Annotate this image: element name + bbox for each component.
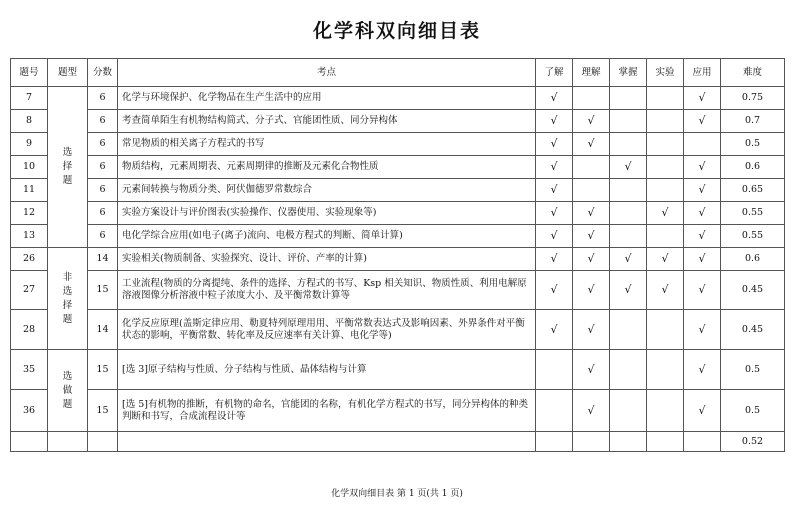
score-cell: 6 — [88, 156, 118, 179]
question-type-char: 选 — [62, 285, 73, 297]
table-row — [11, 110, 785, 133]
question-number: 12 — [11, 202, 48, 225]
check-cell: √ — [647, 271, 684, 310]
score-cell: 6 — [88, 179, 118, 202]
score-cell: 14 — [88, 310, 118, 350]
check-cell: √ — [684, 225, 721, 248]
check-cell — [610, 390, 647, 432]
content-cell: 常见物质的相关离子方程式的书写 — [118, 133, 536, 156]
check-cell: √ — [536, 271, 573, 310]
check-cell: √ — [647, 248, 684, 271]
question-type-cell — [48, 350, 88, 432]
difficulty-cell: 0.6 — [721, 156, 785, 179]
check-cell — [573, 179, 610, 202]
table-row — [11, 179, 785, 202]
question-type-char: 题 — [62, 175, 73, 186]
check-cell: √ — [536, 310, 573, 350]
check-cell — [610, 310, 647, 350]
table-row — [11, 310, 785, 350]
empty-cell — [88, 432, 118, 452]
content-cell: 物质结构，元素周期表、元素周期律的推断及元素化合物性质 — [118, 156, 536, 179]
table-row — [11, 350, 785, 390]
header-content: 考点 — [118, 59, 536, 87]
check-cell — [610, 225, 647, 248]
header-apply: 应用 — [684, 59, 721, 87]
difficulty-cell: 0.5 — [721, 133, 785, 156]
check-cell: √ — [536, 202, 573, 225]
check-cell — [610, 110, 647, 133]
question-number: 36 — [11, 390, 48, 432]
check-cell: √ — [536, 225, 573, 248]
check-cell — [610, 179, 647, 202]
question-type-char: 做 — [62, 384, 73, 396]
header-score: 分数 — [88, 59, 118, 87]
check-cell: √ — [610, 248, 647, 271]
question-type-char: 选 — [62, 147, 73, 158]
question-number: 28 — [11, 310, 48, 350]
total-row — [11, 432, 785, 452]
check-cell: √ — [573, 271, 610, 310]
table-row — [11, 133, 785, 156]
content-cell: [选 3]原子结构与性质、分子结构与性质、晶体结构与计算 — [118, 350, 536, 390]
check-cell — [647, 110, 684, 133]
question-type-cell — [48, 87, 88, 248]
table-row — [11, 202, 785, 225]
score-cell: 6 — [88, 202, 118, 225]
check-cell: √ — [536, 133, 573, 156]
content-cell: 考查简单陌生有机物结构简式、分子式、官能团性质、同分异构体 — [118, 110, 536, 133]
content-cell: 工业流程(物质的分离提纯、条件的选择、方程式的书写、Ksp 相关知识、物质性质、利用电解原溶液图像分析溶液中粒子浓度大小、及平衡常数计算等 — [118, 271, 536, 310]
check-cell — [647, 133, 684, 156]
empty-cell — [684, 432, 721, 452]
check-cell: √ — [573, 133, 610, 156]
question-number: 8 — [11, 110, 48, 133]
check-cell — [610, 202, 647, 225]
question-number: 35 — [11, 350, 48, 390]
check-cell — [647, 179, 684, 202]
check-cell: √ — [684, 202, 721, 225]
empty-cell — [118, 432, 536, 452]
check-cell: √ — [647, 202, 684, 225]
score-cell: 15 — [88, 271, 118, 310]
empty-cell — [48, 432, 88, 452]
check-cell — [647, 390, 684, 432]
question-number: 26 — [11, 248, 48, 271]
check-cell — [610, 133, 647, 156]
content-cell: 元素间转换与物质分类、阿伏伽德罗常数综合 — [118, 179, 536, 202]
table-row — [11, 225, 785, 248]
content-cell: 实验方案设计与评价图表(实验操作、仪器使用、实验现象等) — [118, 202, 536, 225]
check-cell: √ — [573, 390, 610, 432]
header-master: 掌握 — [610, 59, 647, 87]
check-cell: √ — [573, 248, 610, 271]
difficulty-cell: 0.5 — [721, 390, 785, 432]
table-row — [11, 390, 785, 432]
check-cell — [647, 87, 684, 110]
question-number: 9 — [11, 133, 48, 156]
check-cell — [536, 350, 573, 390]
score-cell: 6 — [88, 87, 118, 110]
check-cell — [573, 87, 610, 110]
spec-table — [10, 58, 785, 452]
check-cell: √ — [536, 110, 573, 133]
check-cell — [610, 350, 647, 390]
header-difficulty: 难度 — [721, 59, 785, 87]
difficulty-cell: 0.75 — [721, 87, 785, 110]
check-cell: √ — [610, 271, 647, 310]
difficulty-cell: 0.55 — [721, 202, 785, 225]
check-cell — [684, 133, 721, 156]
question-type-char: 选 — [62, 370, 73, 382]
question-number: 11 — [11, 179, 48, 202]
check-cell: √ — [684, 310, 721, 350]
question-type-char: 非 — [62, 271, 73, 283]
score-cell: 6 — [88, 110, 118, 133]
question-type-cell — [48, 248, 88, 350]
question-number: 27 — [11, 271, 48, 310]
total-difficulty: 0.52 — [721, 432, 785, 452]
difficulty-cell: 0.55 — [721, 225, 785, 248]
content-cell: 电化学综合应用(如电子(离子)流向、电极方程式的判断、简单计算) — [118, 225, 536, 248]
header-type: 题型 — [48, 59, 88, 87]
header-comprehend: 理解 — [573, 59, 610, 87]
difficulty-cell: 0.6 — [721, 248, 785, 271]
question-number: 7 — [11, 87, 48, 110]
score-cell: 6 — [88, 133, 118, 156]
table-row — [11, 271, 785, 310]
check-cell: √ — [573, 202, 610, 225]
check-cell: √ — [684, 390, 721, 432]
check-cell: √ — [536, 87, 573, 110]
check-cell: √ — [684, 110, 721, 133]
check-cell — [647, 350, 684, 390]
empty-cell — [536, 432, 573, 452]
page-footer: 化学双向细目表 第 1 页(共 1 页) — [331, 489, 463, 499]
check-cell: √ — [536, 248, 573, 271]
difficulty-cell: 0.65 — [721, 179, 785, 202]
check-cell: √ — [684, 271, 721, 310]
empty-cell — [610, 432, 647, 452]
difficulty-cell: 0.45 — [721, 271, 785, 310]
table-row — [11, 156, 785, 179]
check-cell — [536, 390, 573, 432]
check-cell: √ — [684, 350, 721, 390]
content-cell: 化学与环境保护、化学物品在生产生活中的应用 — [118, 87, 536, 110]
table-row — [11, 248, 785, 271]
score-cell: 15 — [88, 350, 118, 390]
header-no: 题号 — [11, 59, 48, 87]
check-cell: √ — [684, 248, 721, 271]
header-row — [11, 59, 785, 87]
check-cell — [610, 87, 647, 110]
empty-cell — [647, 432, 684, 452]
content-cell: 实验相关(物质制备、实验探究、设计、评价、产率的计算) — [118, 248, 536, 271]
check-cell: √ — [536, 156, 573, 179]
question-type-char: 择 — [62, 161, 73, 172]
difficulty-cell: 0.45 — [721, 310, 785, 350]
empty-cell — [11, 432, 48, 452]
difficulty-cell: 0.7 — [721, 110, 785, 133]
check-cell: √ — [573, 225, 610, 248]
header-experiment: 实验 — [647, 59, 684, 87]
score-cell: 14 — [88, 248, 118, 271]
score-cell: 6 — [88, 225, 118, 248]
check-cell: √ — [573, 110, 610, 133]
empty-cell — [573, 432, 610, 452]
check-cell — [647, 310, 684, 350]
check-cell — [647, 156, 684, 179]
content-cell: [选 5]有机物的推断，有机物的命名，官能团的名称，有机化学方程式的书写，同分异构体的种类判断和书写，合成流程设计等 — [118, 390, 536, 432]
difficulty-cell: 0.5 — [721, 350, 785, 390]
question-number: 13 — [11, 225, 48, 248]
check-cell: √ — [684, 156, 721, 179]
table-row — [11, 87, 785, 110]
question-number: 10 — [11, 156, 48, 179]
check-cell: √ — [573, 350, 610, 390]
question-type-char: 择 — [62, 299, 73, 311]
question-type-char: 题 — [62, 313, 73, 325]
score-cell: 15 — [88, 390, 118, 432]
check-cell — [647, 225, 684, 248]
check-cell: √ — [684, 179, 721, 202]
check-cell: √ — [610, 156, 647, 179]
check-cell: √ — [573, 310, 610, 350]
page-title: 化学科双向细目表 — [312, 20, 481, 42]
header-understand: 了解 — [536, 59, 573, 87]
question-type-char: 题 — [62, 398, 73, 410]
check-cell: √ — [536, 179, 573, 202]
content-cell: 化学反应原理(盖斯定律应用、勒夏特列原理用用、平衡常数表达式及影响因素、外界条件对平衡状态的影响，平衡常数、转化率及反应速率有关计算、电化学等) — [118, 310, 536, 350]
check-cell — [573, 156, 610, 179]
check-cell: √ — [684, 87, 721, 110]
